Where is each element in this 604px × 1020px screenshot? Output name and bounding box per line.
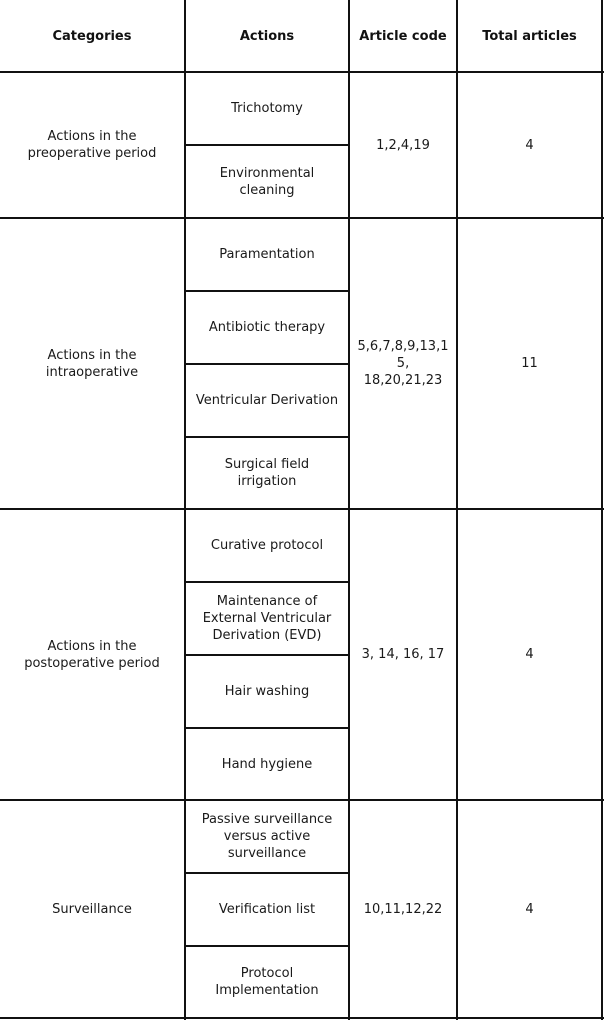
article-code-line: 18,20,21,23	[363, 373, 443, 388]
header-total-articles: Total articles	[482, 28, 577, 44]
action-cell: Protocol Implementation	[215, 966, 319, 998]
action-cell: Maintenance of External Ventricular Derivation (EVD)	[202, 594, 332, 643]
article-code-cell: 10,11,12,22	[363, 901, 443, 917]
action-cell: Hair washing	[224, 684, 310, 699]
category-cell	[0, 73, 184, 217]
article-code-cell: 1,2,4,19	[376, 137, 430, 153]
action-cell: Antibiotic therapy	[208, 320, 326, 335]
action-cell: Hand hygiene	[221, 756, 313, 772]
row-divider	[0, 1017, 604, 1019]
total-articles-cell: 4	[525, 137, 534, 153]
action-cell: Verification list	[218, 902, 316, 917]
total-articles-cell: 4	[525, 647, 534, 662]
action-cell: Environmental cleaning	[219, 165, 315, 198]
action-cell: Ventricular Derivation	[195, 393, 339, 408]
action-cell: Trichotomy	[231, 101, 303, 116]
category-line: Surveillance	[52, 901, 132, 917]
header-actions: Actions	[239, 28, 295, 44]
category-line: Actions in the	[47, 638, 137, 654]
category-line: postoperative period	[24, 655, 160, 671]
category-cell	[0, 510, 184, 799]
header-categories: Categories	[52, 28, 132, 44]
article-code-line: 5,6,7,8,9,13,1	[357, 339, 449, 354]
category-line: Actions in the	[47, 129, 137, 144]
article-code-cell	[350, 219, 456, 508]
action-cell: Paramentation	[219, 247, 315, 262]
action-cell: Surgical field irrigation	[224, 457, 310, 489]
category-line: preoperative period	[27, 146, 157, 161]
total-articles-cell: 4	[525, 901, 534, 917]
total-articles-cell: 11	[521, 356, 538, 371]
category-line: Actions in the	[47, 347, 137, 363]
header-article-code: Article code	[359, 28, 447, 44]
action-cell: Curative protocol	[210, 538, 324, 553]
article-code-line: 5,	[396, 356, 410, 371]
category-cell	[0, 801, 184, 1017]
article-code-cell: 3, 14, 16, 17	[361, 647, 445, 662]
action-cell: Passive surveillance versus active surveillance	[201, 812, 333, 861]
category-cell	[0, 219, 184, 508]
column-divider	[601, 0, 603, 1020]
category-line: intraoperative	[45, 364, 139, 380]
